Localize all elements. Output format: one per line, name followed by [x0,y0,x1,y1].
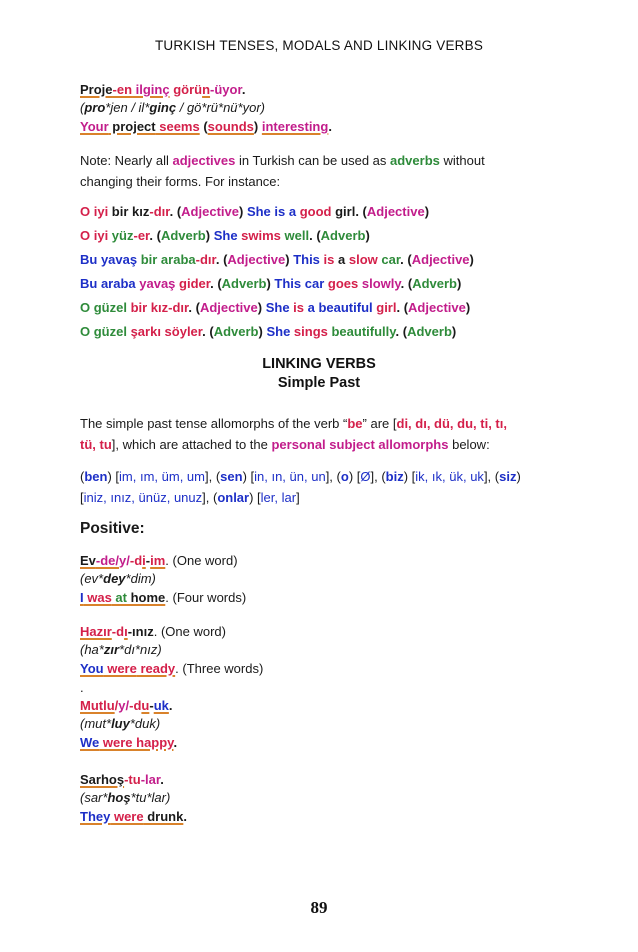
allomorph-list: (ben) [im, ım, üm, um], (sen) [in, ın, ün, un], (o) [Ø], (biz) [ik, ık, ük, uk], (siz) [iniz, ınız, ünüz, unuz], (onlar) [ler, lar] [80,469,521,505]
example-english-ev: I was at home. (Four words) [80,590,247,605]
section-subtitle: Simple Past [277,375,361,391]
example-pronunciation-ev: (ev*dey*dim) [80,571,156,586]
simple-past-paragraph: The simple past tense allomorphs of the verb “be” are [di, dı, dü, du, ti, tı, tü, tu], which are attached to the personal subject allomorphs below: [80,416,507,452]
example-sentence-6: O güzel şarkı söyler. (Adverb) She sings beautifully. (Adverb) [80,324,457,339]
example-pronunciation-mutlu: (mut*luy*duk) [80,716,161,731]
note-paragraph: Note: Nearly all adjectives in Turkish can be used as adverbs without changing their forms. For instance: [80,153,485,189]
example-sentence-3: Bu yavaş bir araba-dır. (Adjective) This is a slow car. (Adjective) [80,252,474,267]
section-title: LINKING VERBS [262,356,376,372]
example-turkish-mutlu: Mutlu/y/-du-uk. [80,698,173,713]
example-sentence-5: O güzel bir kız-dır. (Adjective) She is a beautiful girl. (Adjective) [80,300,471,315]
stray-dot: . [80,680,84,695]
positive-heading: Positive: [80,520,145,537]
example-turkish-proje: Proje-en ilginç görün-üyor. [80,82,246,97]
example-sentence-1: O iyi bir kız-dır. (Adjective) She is a good girl. (Adjective) [80,204,430,219]
example-turkish-hazir: Hazır-dı-ınız. (One word) [80,624,226,639]
example-sentence-4: Bu araba yavaş gider. (Adverb) This car goes slowly. (Adverb) [80,276,462,291]
example-turkish-sarhos: Sarhoş-tu-lar. [80,772,164,787]
example-sentence-2: O iyi yüz-er. (Adverb) She swims well. (Adverb) [80,228,370,243]
example-english-hazir: You were ready. (Three words) [80,661,264,676]
example-pronunciation-sarhos: (sar*hoş*tu*lar) [80,790,171,805]
page-number: 89 [310,898,328,917]
example-english-sarhos: They were drunk. [80,809,187,824]
running-header: TURKISH TENSES, MODALS AND LINKING VERBS [154,38,484,53]
example-pronunciation-proje: (pro*jen / il*ginç / gö*rü*nü*yor) [80,100,265,115]
example-turkish-ev: Ev-de/y/-di-im. (One word) [80,553,238,568]
example-english-mutlu: We were happy. [80,735,178,750]
example-pronunciation-hazir: (ha*zır*dı*nız) [80,642,162,657]
example-english-proje: Your project seems (sounds) interesting. [80,119,332,134]
